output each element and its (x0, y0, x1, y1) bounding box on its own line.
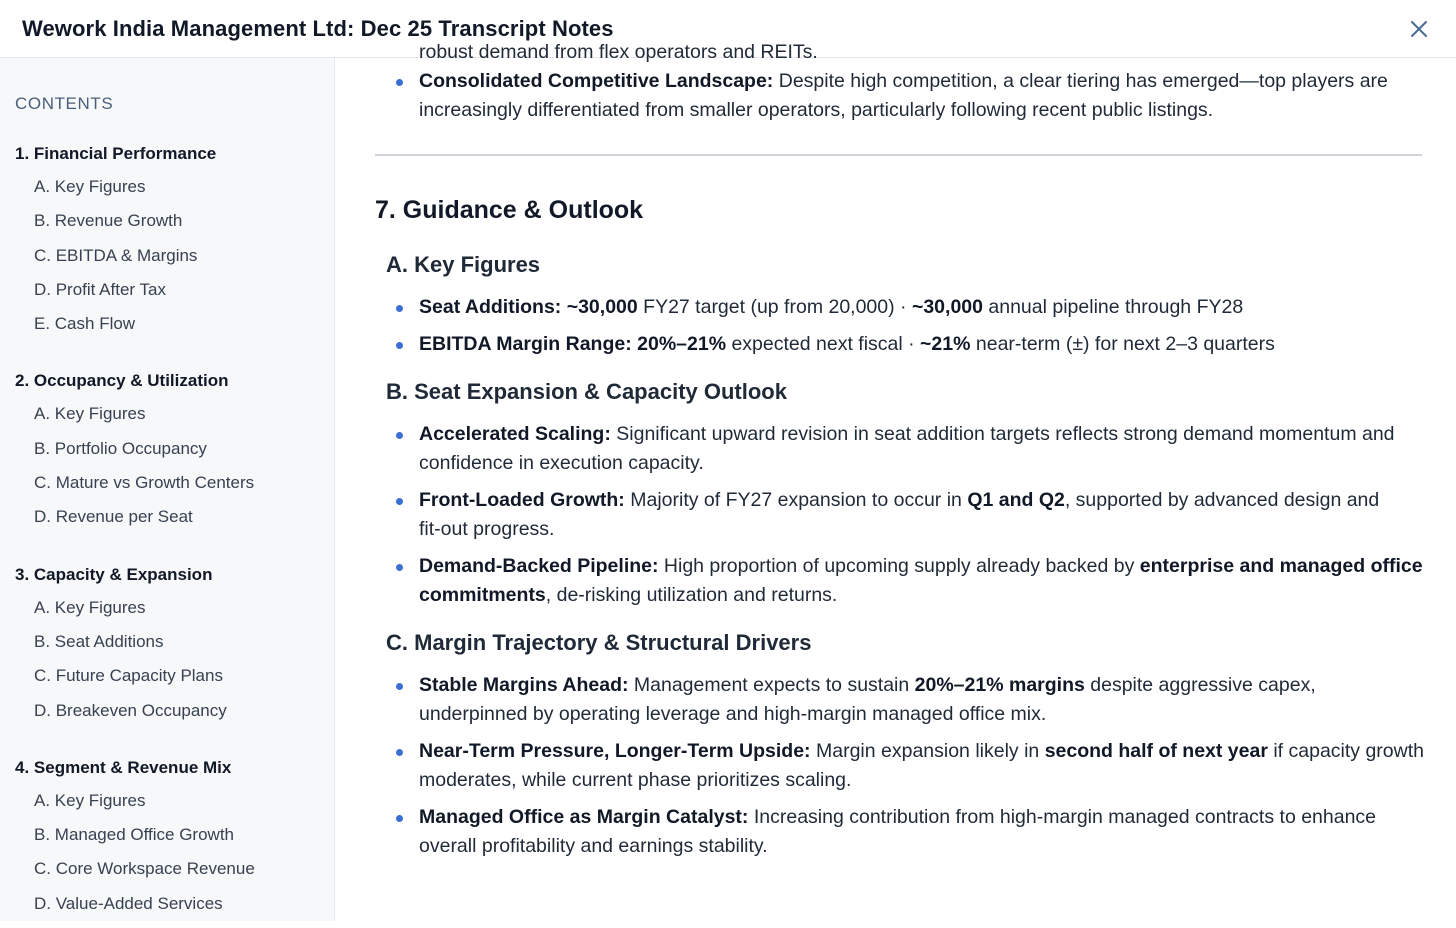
toc-item[interactable]: A. Key Figures (34, 404, 146, 424)
toc-item[interactable]: A. Key Figures (34, 177, 146, 196)
list-item: Stable Margins Ahead: Management expects to sustain 20%–21% margins despite aggressive capex, underpinned by operating leverage and high‑margin managed office mix. (375, 671, 1425, 729)
toc-item[interactable]: E. Cash Flow (34, 314, 136, 334)
section-heading: 7. Guidance & Outlook (375, 196, 644, 224)
toc-item[interactable]: C. Future Capacity Plans (34, 666, 223, 686)
key-figures-block (375, 252, 1425, 359)
subsection-heading: B. Seat Expansion & Capacity Outlook (386, 379, 787, 404)
close-icon (1410, 20, 1428, 38)
toc-item[interactable]: C. EBITDA & Margins (34, 245, 198, 265)
list-item: Managed Office as Margin Catalyst: Increasing contribution from high‑margin managed contracts to enhance overall profitability and earnings stability. (375, 803, 1425, 861)
toc-item[interactable]: D. Value-Added Services (34, 893, 223, 913)
list-item: Near-Term Pressure, Longer-Term Upside: Margin expansion likely in second half of next year if capacity growth moderates, while current phase prioritizes scaling. (375, 737, 1425, 795)
list-item: Demand-Backed Pipeline: High proportion of upcoming supply already backed by enterprise and managed office commitments, de‑risking utilization and returns. (375, 552, 1425, 610)
partial-text: robust demand from flex operators and REITs. (419, 41, 818, 63)
content-scroll (375, 38, 1425, 881)
list-item: Front-Loaded Growth: Majority of FY27 expansion to occur in Q1 and Q2, supported by advanced design and fit‑out progress. (375, 486, 1425, 544)
toc-section (15, 371, 334, 541)
subsection-heading: C. Margin Trajectory & Structural Drivers (386, 630, 812, 655)
subsection-heading: A. Key Figures (386, 252, 541, 277)
toc-item[interactable]: C. Core Workspace Revenue (34, 859, 255, 879)
list-item: Seat Additions: ~30,000 FY27 target (up from 20,000) · ~30,000 annual pipeline through FY28 (375, 293, 1425, 322)
toc-item[interactable]: B. Seat Additions (34, 631, 164, 651)
contents-sidebar (0, 58, 335, 921)
toc-section-segment-mix[interactable]: 4. Segment & Revenue Mix (15, 757, 232, 777)
toc-section-capacity[interactable]: 3. Capacity & Expansion (15, 564, 213, 584)
toc-item[interactable]: A. Key Figures (34, 597, 146, 617)
toc-section (15, 565, 334, 735)
list-item: EBITDA Margin Range: 20%–21% expected next fiscal · ~21% near‑term (±) for next 2–3 quarters (375, 330, 1425, 359)
toc-item[interactable]: D. Breakeven Occupancy (34, 700, 227, 720)
content-pane[interactable] (335, 41, 1456, 921)
toc-section-occupancy[interactable]: 2. Occupancy & Utilization (15, 371, 229, 391)
toc-item[interactable]: B. Managed Office Growth (34, 825, 235, 845)
toc-item[interactable]: B. Revenue Growth (34, 211, 183, 231)
contents-label: CONTENTS (15, 94, 114, 113)
toc-item[interactable]: B. Portfolio Occupancy (34, 438, 207, 458)
list-item: Accelerated Scaling: Significant upward revision in seat addition targets reflects strong demand momentum and confidence in execution capacity. (375, 420, 1425, 478)
previous-section-bullets (375, 67, 1425, 125)
toc-section (15, 758, 334, 928)
toc-item[interactable]: A. Key Figures (34, 790, 146, 810)
page-title: Wework India Management Ltd: Dec 25 Transcript Notes (22, 15, 614, 41)
toc-section (15, 144, 334, 348)
toc-item[interactable]: C. Mature vs Growth Centers (34, 473, 255, 493)
margin-block (375, 630, 1425, 861)
section-divider (375, 154, 1422, 156)
seat-expansion-block (375, 379, 1425, 610)
toc-item[interactable]: D. Revenue per Seat (34, 507, 193, 527)
toc-section-financial-performance[interactable]: 1. Financial Performance (15, 144, 217, 163)
list-item: Consolidated Competitive Landscape: Despite high competition, a clear tiering has emerged—top players are increasingly differentiated from smaller operators, particularly following recent public listings. (375, 67, 1425, 125)
toc-item[interactable]: D. Profit After Tax (34, 279, 166, 299)
